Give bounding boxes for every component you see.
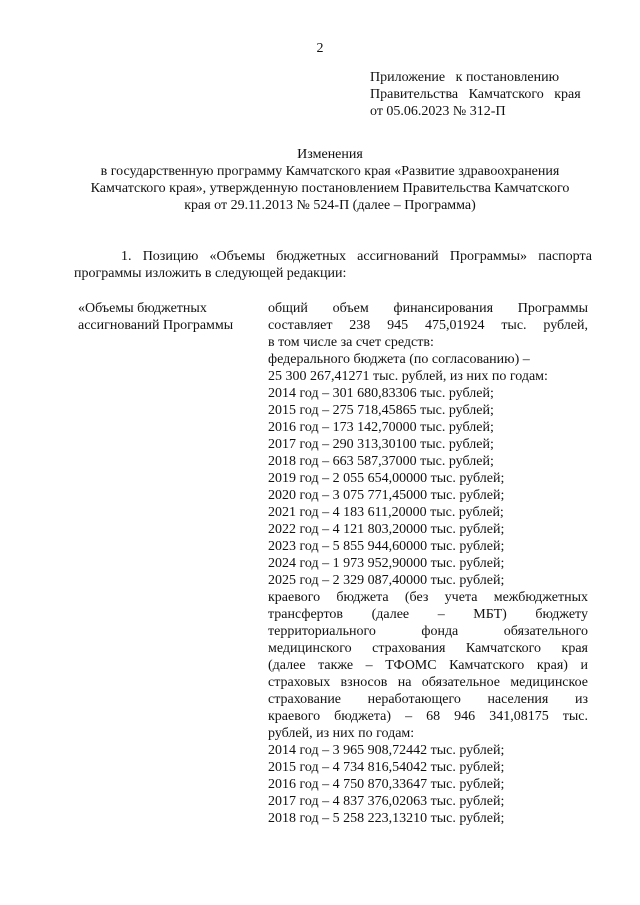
appendix-line: Правительства Камчатского края [370,87,581,102]
financing-line: 2020 год – 3 075 771,45000 тыс. рублей; [268,488,505,503]
financing-line: 2016 год – 173 142,70000 тыс. рублей; [268,420,494,435]
item-1-line: программы изложить в следующей редакции: [74,266,347,281]
financing-line: страховых взносов на обязательное медицинское [268,675,588,690]
financing-line: трансфертов (далее – МБТ) бюджету [268,607,588,622]
appendix-line: от 05.06.2023 № 312-П [370,104,506,119]
document-title [60,146,600,214]
page-number: 2 [316,41,324,56]
financing-line: 2025 год – 2 329 087,40000 тыс. рублей; [268,573,505,588]
financing-line: (далее также – ТФОМС Камчатского края) и [268,658,588,673]
financing-line: страхование неработающего населения из [268,692,588,707]
title-heading: Изменения [297,147,363,162]
financing-line: 2019 год – 2 055 654,00000 тыс. рублей; [268,471,505,486]
financing-line: общий объем финансирования Программы [268,301,588,316]
title-line: края от 29.11.2013 № 524-П (далее – Программа) [184,198,476,213]
table-left-cell [78,300,258,334]
title-line: в государственную программу Камчатского края «Развитие здравоохранения [100,164,560,179]
financing-line: 2021 год – 4 183 611,20000 тыс. рублей; [268,505,504,520]
financing-line: территориального фонда обязательного [268,624,588,639]
financing-line: 2018 год – 663 587,37000 тыс. рублей; [268,454,494,469]
item-1-line: 1. Позицию «Объемы бюджетных ассигнований Программы» паспорта [121,249,592,264]
item-1-paragraph [74,248,592,282]
financing-line: рублей, из них по годам: [268,726,415,741]
financing-line: медицинского страхования Камчатского края [268,641,588,656]
financing-line: краевого бюджета (без учета межбюджетных [268,590,588,605]
financing-line: 2014 год – 301 680,83306 тыс. рублей; [268,386,494,401]
left-cell-line: ассигнований Программы [78,318,234,333]
financing-line: 25 300 267,41271 тыс. рублей, из них по годам: [268,369,548,384]
appendix-line: Приложение к постановлению [370,70,560,85]
financing-line: 2017 год – 4 837 376,02063 тыс. рублей; [268,794,505,809]
financing-line: в том числе за счет средств: [268,335,434,350]
financing-line: 2017 год – 290 313,30100 тыс. рублей; [268,437,494,452]
financing-line: краевого бюджета) – 68 946 341,08175 тыс. [268,709,588,724]
table-right-cell [268,300,588,827]
financing-line: 2016 год – 4 750 870,33647 тыс. рублей; [268,777,505,792]
financing-line: 2018 год – 5 258 223,13210 тыс. рублей; [268,811,505,826]
financing-line: 2023 год – 5 855 944,60000 тыс. рублей; [268,539,505,554]
financing-line: составляет 238 945 475,01924 тыс. рублей, [268,318,588,333]
financing-line: 2022 год – 4 121 803,20000 тыс. рублей; [268,522,505,537]
financing-line: 2014 год – 3 965 908,72442 тыс. рублей; [268,743,505,758]
financing-line: федерального бюджета (по согласованию) – [268,352,530,367]
financing-line: 2015 год – 4 734 816,54042 тыс. рублей; [268,760,505,775]
financing-line: 2015 год – 275 718,45865 тыс. рублей; [268,403,494,418]
left-cell-line: «Объемы бюджетных [78,301,207,316]
title-line: Камчатского края», утвержденную постановлением Правительства Камчатского [90,181,570,196]
appendix-block [370,69,610,120]
financing-line: 2024 год – 1 973 952,90000 тыс. рублей; [268,556,505,571]
